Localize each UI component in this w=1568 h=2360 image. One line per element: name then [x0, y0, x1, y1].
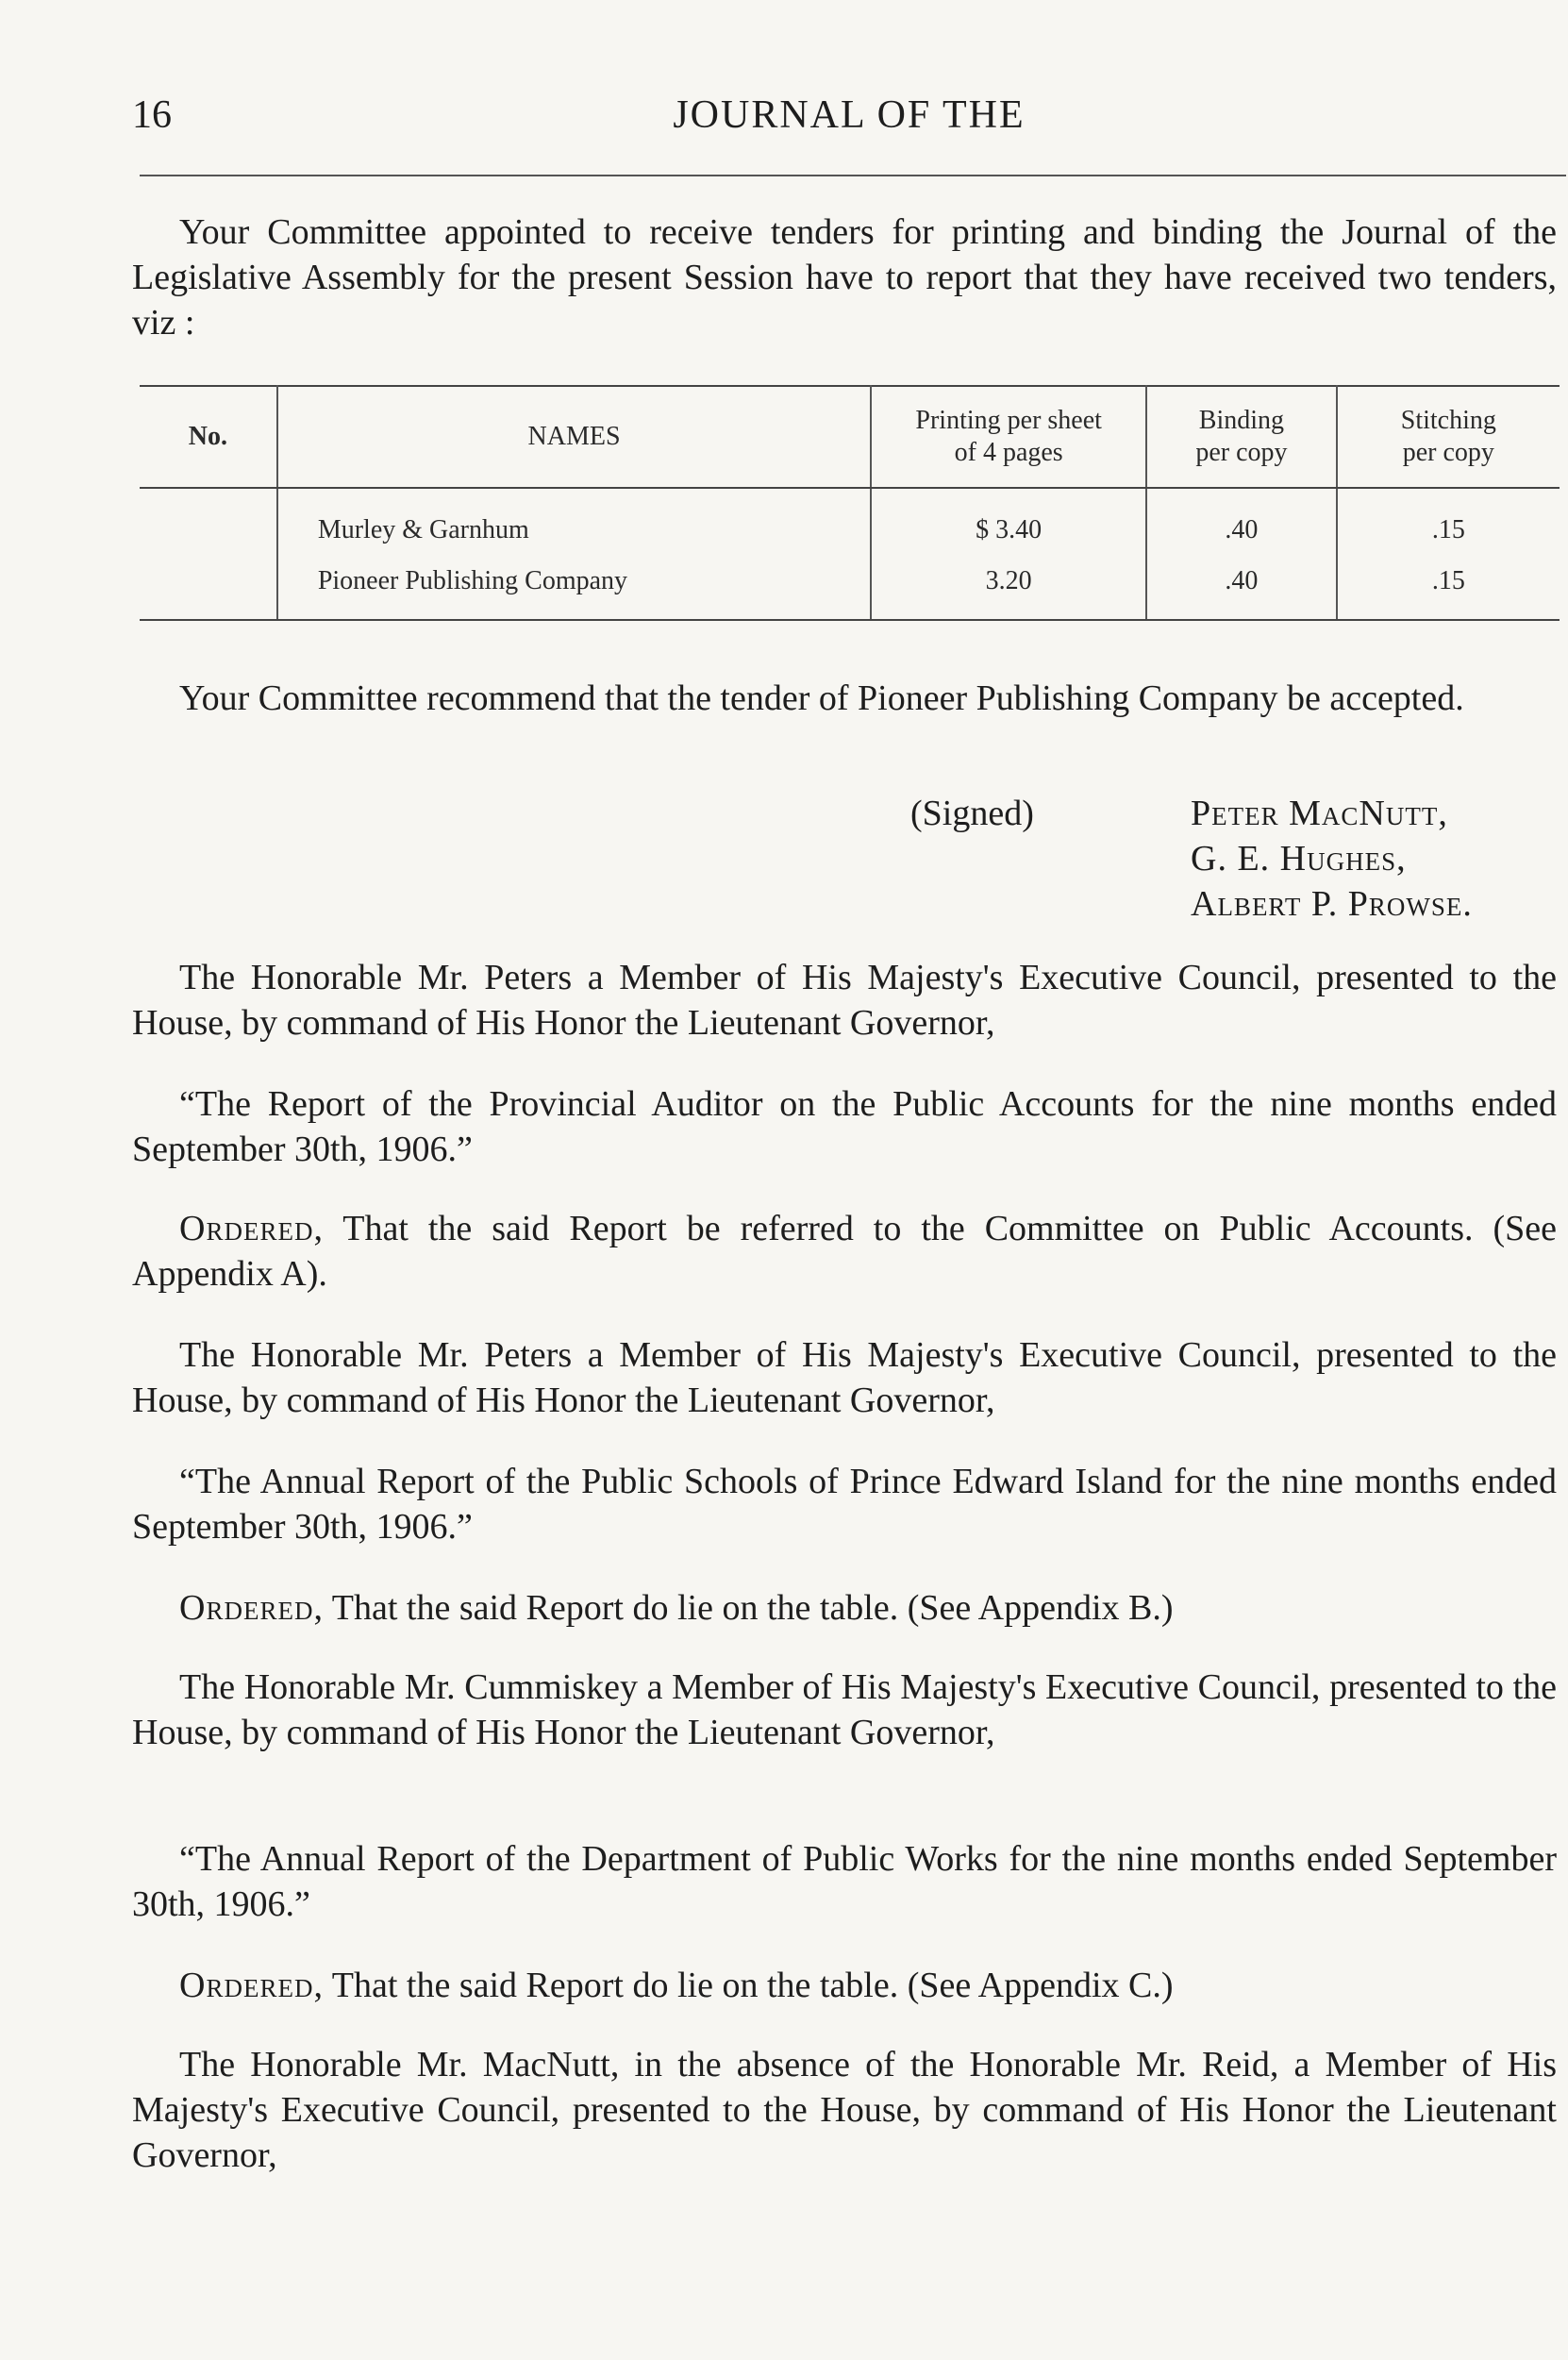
signatory-name: Albert P. Prowse.	[1191, 884, 1473, 924]
ordered-paragraph: Ordered, That the said Report be referred to the Committee on Public Accounts. (See Appendix A).	[132, 1209, 1557, 1294]
ordered-paragraph: Ordered, That the said Report do lie on the table. (See Appendix C.)	[179, 1966, 1174, 2005]
header-binding: Binding per copy	[1146, 386, 1337, 488]
ordered-label: Ordered,	[179, 1588, 324, 1628]
recommendation-paragraph: Your Committee recommend that the tender of Pioneer Publishing Company be accepted.	[179, 678, 1464, 718]
signatory-name: G. E. Hughes,	[1191, 839, 1407, 879]
signed-label: (Signed)	[910, 794, 1034, 833]
intro-paragraph: Your Committee appointed to receive tenders for printing and binding the Journal of the Legislative Assembly for the present Session have to report that they have received two tenders, viz :	[132, 212, 1557, 343]
table-header-row	[140, 386, 1560, 488]
header-stitching: Stitching per copy	[1337, 386, 1560, 488]
quoted-report-title: “The Annual Report of the Department of Public Works for the nine months ended September 30th, 1906.”	[132, 1839, 1557, 1924]
paragraph: The Honorable Mr. Peters a Member of His Majesty's Executive Council, presented to the House, by command of His Honor the Lieutenant Governor,	[132, 958, 1557, 1043]
table-row	[140, 556, 1560, 620]
printing-price: $ 3.40	[871, 488, 1146, 556]
tenderer-name: Pioneer Publishing Company	[277, 556, 871, 620]
binding-price: .40	[1146, 556, 1337, 620]
paragraph: The Honorable Mr. MacNutt, in the absence of the Honorable Mr. Reid, a Member of His Majesty's Executive Council, presented to the House, by command of His Honor the Lieutenant Governor,	[132, 2045, 1557, 2175]
binding-price: .40	[1146, 488, 1337, 556]
tenders-table	[140, 385, 1560, 621]
printing-price: 3.20	[871, 556, 1146, 620]
stitching-price: .15	[1337, 556, 1560, 620]
signatory-name: Peter MacNutt,	[1191, 794, 1448, 833]
header-names: NAMES	[277, 386, 871, 488]
ordered-label: Ordered,	[179, 1966, 324, 2005]
paragraph: The Honorable Mr. Peters a Member of His Majesty's Executive Council, presented to the House, by command of His Honor the Lieutenant Governor,	[132, 1335, 1557, 1420]
signatories	[1191, 791, 1473, 927]
stitching-price: .15	[1431, 515, 1465, 544]
running-head: JOURNAL OF THE	[673, 93, 1026, 137]
table-row	[140, 488, 1560, 556]
header-rule	[140, 175, 1566, 176]
quoted-report-title: “The Annual Report of the Public Schools of Prince Edward Island for the nine months ended September 30th, 1906.”	[132, 1462, 1557, 1547]
quoted-report-title: “The Report of the Provincial Auditor on the Public Accounts for the nine months ended September 30th, 1906.”	[132, 1084, 1557, 1169]
ordered-label: Ordered,	[179, 1209, 324, 1248]
header-no: No.	[140, 386, 277, 488]
header-printing: Printing per sheet of 4 pages	[871, 386, 1146, 488]
tenderer-name: Murley & Garnhum	[277, 488, 871, 556]
ordered-paragraph: Ordered, That the said Report do lie on the table. (See Appendix B.)	[179, 1588, 1174, 1628]
page-header	[132, 92, 1566, 149]
paragraph: The Honorable Mr. Cummiskey a Member of His Majesty's Executive Council, presented to the House, by command of His Honor the Lieutenant Governor,	[132, 1667, 1557, 1752]
page-number: 16	[132, 93, 172, 137]
